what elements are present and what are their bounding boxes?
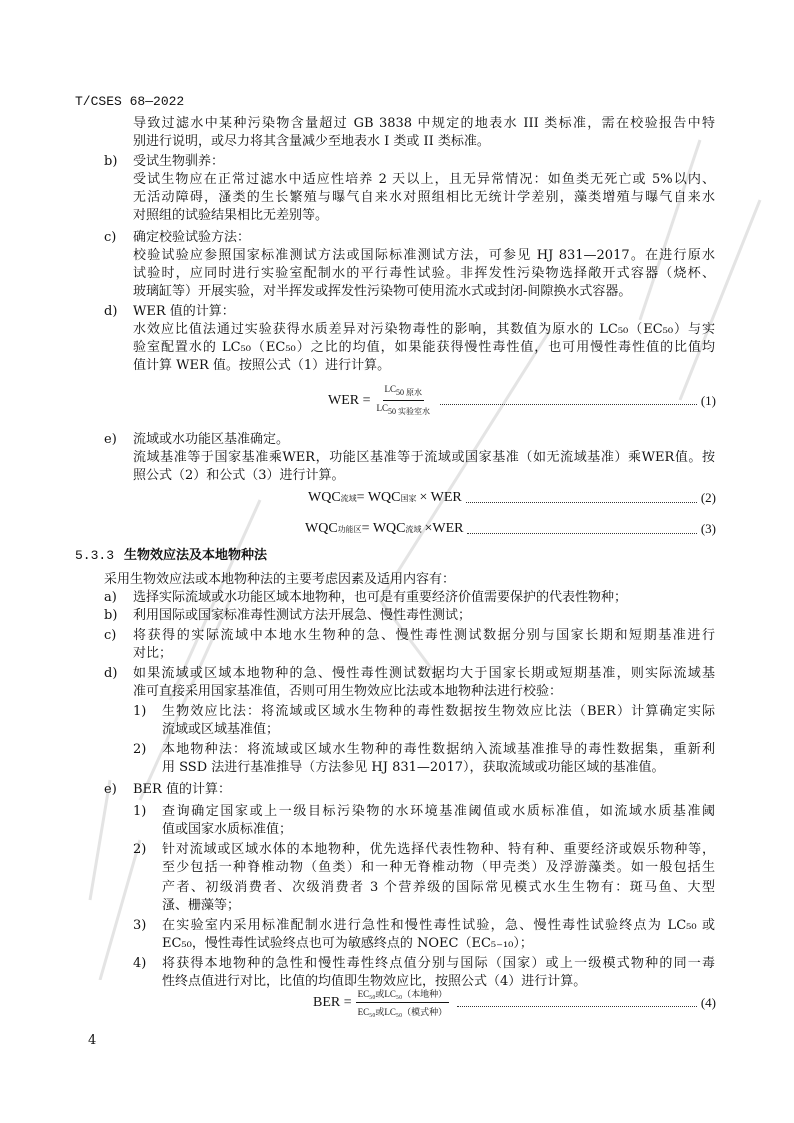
text-line: 利用国际或国家标准毒性测试方法开展急、慢性毒性测试；	[133, 608, 472, 623]
list-label: 2)	[133, 842, 147, 857]
text-line: 用 SSD 法进行基准推导（方法参见 HJ 831—2017），获取流域或功能区域的基准值。	[162, 760, 665, 775]
list-label: b)	[104, 608, 118, 623]
numerator: LC	[384, 384, 397, 394]
list-heading: WER 值的计算：	[133, 304, 235, 319]
subscript: 功能区	[337, 524, 362, 534]
page-number: 4	[88, 1033, 97, 1048]
text-line: 将获得本地物种的急性和慢性毒性终点值分别与国际（国家）或上一级模式物种的同一毒	[162, 956, 715, 971]
text-line: 生物效应比法：将流域或区域水生物种的毒性数据按生物效应比法（BER）计算确定实际	[162, 704, 715, 719]
formula-term: ×WER	[424, 521, 464, 536]
list-label: d)	[104, 304, 118, 319]
list-heading: 受试生物驯养：	[133, 154, 225, 169]
text-line: 本地物种法：将流域或区域水生物种的毒性数据纳入流域基准推导的毒性数据集，重新利	[162, 742, 715, 757]
list-label: d)	[104, 666, 118, 681]
section-number: 5.3.3	[75, 548, 115, 563]
text-line: 流域或区域基准值；	[162, 722, 280, 737]
list-label: b)	[104, 154, 118, 169]
list-heading: BER 值的计算：	[133, 782, 231, 797]
list-label: e)	[104, 782, 117, 797]
text-line: 溞、栅藻等；	[162, 898, 241, 913]
equation-number: (1)	[700, 392, 716, 408]
list-label: 4)	[133, 956, 147, 971]
text-line: 导致过滤水中某种污染物含量超过 GB 3838 中规定的地表水 III 类标准，需在校验报告中特	[133, 116, 715, 131]
list-label: 1)	[133, 804, 147, 819]
leader-dots	[440, 396, 697, 405]
leader-dots	[467, 525, 696, 534]
text-line: 试验时，应同时进行实验室配制水的平行毒性试验。非挥发性污染物选择敞开式容器（烧杯、	[133, 266, 715, 281]
text-line: 玻璃缸等）开展实验，对半挥发或挥发性污染物可使用流水式或封闭-间隙换水式容器。	[133, 284, 632, 299]
formula-term: × WER	[419, 490, 462, 505]
text-line: 水效应比值法通过实验获得水质差异对污染物毒性的影响，其数值为原水的 LC₅₀（EC₅₀）与实	[133, 322, 715, 337]
list-label: a)	[104, 590, 117, 605]
formula-lhs: BER =	[313, 994, 352, 1010]
text-line: 性终点值进行对比，比值的均值即生物效应比，按照公式（4）进行计算。	[162, 974, 587, 989]
section-title: 生物效应法及本地物种法	[124, 548, 268, 563]
fraction	[356, 987, 450, 1018]
denominator: LC	[376, 403, 389, 413]
text-line: 别进行说明，或尽力将其含量减少至地表水 I 类或 II 类标准。	[133, 134, 490, 149]
numerator: EC₅₀或LC₅₀（本地种）	[356, 987, 450, 1003]
text-line: 对比；	[133, 646, 173, 661]
formula-4	[313, 987, 716, 1018]
fraction	[375, 384, 433, 417]
text-line: 如果流域或区域本地物种的急、慢性毒性测试数据均大于国家长期或短期基准，则实际流域基	[133, 666, 715, 681]
equation-number: (3)	[700, 521, 716, 536]
leader-dots	[466, 494, 697, 503]
text-line: 受试生物应在正常过滤水中适应性培养 2 天以上，且无异常情况：如鱼类无死亡或 5%以内、	[133, 172, 715, 187]
denominator: EC₅₀或LC₅₀（模式种）	[357, 1007, 448, 1017]
leader-dots	[457, 998, 697, 1007]
list-label: c)	[104, 230, 117, 245]
formula-term: = WQC	[361, 521, 406, 536]
formula-term: WQC	[308, 490, 341, 505]
text-line: 选择实际流域或水功能区域本地物种，也可是有重要经济价值需要保护的代表性物种；	[133, 590, 628, 605]
list-heading: 确定校验试验方法：	[133, 230, 251, 245]
formula-3	[305, 521, 716, 537]
text-line: 至少包括一种脊椎动物（鱼类）和一种无脊椎动物（甲壳类）及浮游藻类。如一般包括生	[162, 860, 715, 875]
text-line: 对照组的试验结果相比无差别等。	[133, 208, 329, 223]
text-line: 流域基准等于国家基准乘WER，功能区基准等于流域或国家基准（如无流域基准）乘WER值。按	[133, 450, 715, 465]
text-line: EC₅₀，慢性毒性试验终点也可为敏感终点的 NOEC（EC₅₋₁₀）；	[162, 936, 533, 951]
text-line: 校验试验应参照国家标准测试方法或国际标准测试方法，可参见 HJ 831—2017。在进行原水	[133, 248, 715, 263]
numerator-sub: 50 原水	[396, 388, 423, 397]
formula-2	[308, 490, 716, 506]
subscript: 国家	[400, 493, 417, 503]
text-line: 在实验室内采用标准配制水进行急性和慢性毒性试验，急、慢性毒性试验终点为 LC₅₀ 或	[162, 918, 715, 933]
subscript: 流域	[405, 524, 422, 534]
text-line: 产者、初级消费者、次级消费者 3 个营养级的国际常见模式水生生物有：斑马鱼、大型	[162, 880, 715, 895]
text-line: 值计算 WER 值。按照公式（1）进行计算。	[133, 358, 391, 373]
equation-number: (2)	[700, 490, 716, 505]
formula-term: = WQC	[356, 490, 401, 505]
text-line: 针对流域或区域水体的本地物种，优先选择代表性物种、特有种、重要经济或娱乐物种等，	[162, 842, 715, 857]
list-label: 1)	[133, 704, 147, 719]
list-label: 2)	[133, 742, 147, 757]
list-label: 3)	[133, 918, 147, 933]
formula-lhs: WER =	[328, 392, 371, 408]
document-code: T/CSES 68—2022	[75, 94, 185, 109]
text-line: 准可直接采用国家基准值，否则可用生物效应比法或本地物种法进行校验：	[133, 684, 563, 699]
text-line: 查询确定国家或上一级目标污染物的水环境基准阈值或水质标准值，如流域水质基准阈	[162, 804, 715, 819]
text-line: 采用生物效应法或本地物种法的主要考虑因素及适用内容有：	[104, 572, 456, 587]
list-label: c)	[104, 628, 117, 643]
text-line: 验室配置水的 LC₅₀（EC₅₀）之比的均值，如果能获得慢性毒性值，也可用慢性毒性值的比值均	[133, 340, 715, 355]
text-line: 照公式（2）和公式（3）进行计算。	[133, 468, 345, 483]
denominator-sub: 50 实验室水	[388, 407, 431, 416]
text-line: 无活动障碍，溞类的生长繁殖与曝气自来水对照组相比无统计学差别，藻类增殖与曝气自来水	[133, 190, 715, 205]
list-heading: 流域或水功能区基准确定。	[133, 432, 290, 447]
subscript: 流域	[340, 493, 357, 503]
formula-1	[328, 384, 716, 417]
equation-number: (4)	[700, 994, 716, 1010]
text-line: 将获得的实际流域中本地水生物种的急、慢性毒性测试数据分别与国家长期和短期基准进行	[133, 628, 715, 643]
list-label: e)	[104, 432, 117, 447]
formula-term: WQC	[305, 521, 338, 536]
text-line: 值或国家水质标准值；	[162, 822, 293, 837]
